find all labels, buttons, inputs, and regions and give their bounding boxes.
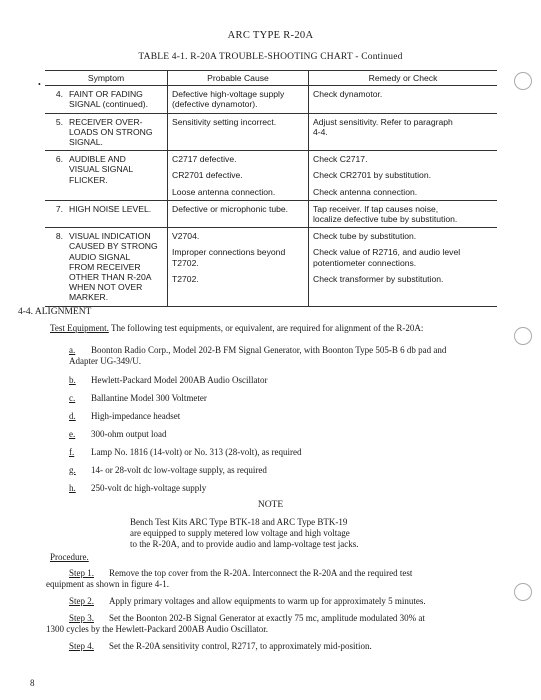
item-text: 300-ohm output load xyxy=(91,429,167,439)
item-text: Hewlett-Packard Model 200AB Audio Oscillator xyxy=(91,375,268,385)
symptom-cell xyxy=(65,151,168,201)
table-row xyxy=(45,228,497,306)
column-header-cause: Probable Cause xyxy=(168,71,309,86)
item-letter: c. xyxy=(69,393,76,403)
equipment-item xyxy=(69,465,489,476)
table-row xyxy=(45,86,497,113)
test-equipment-label: Test Equipment. xyxy=(50,323,109,333)
remedy-cell xyxy=(309,113,498,151)
procedure-step xyxy=(69,596,489,607)
row-number: 4. xyxy=(45,86,65,113)
step-label: Step 4. xyxy=(69,641,95,651)
test-equipment-text: The following test equipments, or equivalent, are required for alignment of the R-20A: xyxy=(108,323,424,333)
remedy-line: Check antenna connection. xyxy=(313,186,418,197)
cause-cell xyxy=(168,200,309,227)
row-number: 7. xyxy=(45,200,65,227)
remedy-line: Check dynamotor. xyxy=(313,89,383,100)
item-text: Boonton Radio Corp., Model 202-B FM Signal Generator, with Boonton Type 505-B 6 db pad and xyxy=(91,345,447,355)
equipment-item xyxy=(69,447,489,458)
procedure-step xyxy=(46,613,489,635)
table-row xyxy=(45,113,497,151)
remedy-cell xyxy=(309,151,498,201)
remedy-line: Check tube by substitution. xyxy=(313,231,417,242)
remedy-line: Adjust sensitivity. Refer to paragraph xyxy=(313,116,453,127)
equipment-item xyxy=(69,429,489,440)
cause-line: Improper connections beyond xyxy=(172,247,286,258)
cause-line: V2704. xyxy=(172,231,200,242)
cause-line: Loose antenna connection. xyxy=(172,186,276,197)
step-text: Remove the top cover from the R-20A. Interconnect the R-20A and the required test xyxy=(109,568,413,578)
remedy-line: Check CR2701 by substitution. xyxy=(313,170,431,181)
remedy-line: potentiometer connections. xyxy=(313,257,417,268)
symptom-line: MARKER. xyxy=(69,292,109,303)
remedy-line: localize defective tube by substitution. xyxy=(313,214,458,225)
symptom-cell xyxy=(65,228,168,306)
remedy-cell xyxy=(309,200,498,227)
symptom-cell xyxy=(65,200,168,227)
symptom-line: VISUAL SIGNAL xyxy=(69,164,134,175)
note-line: are equipped to supply metered low voltage and high voltage xyxy=(130,528,350,538)
symptom-line: WHEN NOT OVER xyxy=(69,282,143,293)
symptom-line: VISUAL INDICATION xyxy=(69,231,151,242)
row-number: 5. xyxy=(45,113,65,151)
item-letter: h. xyxy=(69,483,76,493)
remedy-line: Check transformer by substitution. xyxy=(313,273,444,284)
cause-line: Sensitivity setting incorrect. xyxy=(172,116,277,127)
symptom-line: OTHER THAN R-20A xyxy=(69,272,152,283)
item-letter: g. xyxy=(69,465,76,475)
symptom-line: SIGNAL. xyxy=(69,137,103,148)
equipment-item xyxy=(69,483,489,494)
step-text: 1300 cycles by the Hewlett-Packard 200AB Audio Oscillator. xyxy=(46,624,268,634)
cause-cell xyxy=(168,113,309,151)
table-row xyxy=(45,151,497,201)
margin-dot: • xyxy=(38,80,41,89)
test-equipment-paragraph xyxy=(50,323,520,334)
punch-hole xyxy=(514,583,532,601)
cause-line: Defective high-voltage supply xyxy=(172,89,285,100)
cause-cell xyxy=(168,86,309,113)
cause-line: T2702. xyxy=(172,257,199,268)
equipment-item xyxy=(69,375,489,386)
symptom-line: SIGNAL (continued). xyxy=(69,99,148,110)
symptom-cell xyxy=(65,113,168,151)
item-text: Ballantine Model 300 Voltmeter xyxy=(91,393,207,403)
equipment-item xyxy=(69,411,489,422)
procedure-label: Procedure. xyxy=(50,552,89,562)
remedy-line: 4-4. xyxy=(313,126,328,137)
cause-line: (defective dynamotor). xyxy=(172,99,258,110)
item-text: Lamp No. 1816 (14-volt) or No. 313 (28-volt), as required xyxy=(91,447,302,457)
equipment-item xyxy=(69,345,489,367)
step-text: Apply primary voltages and allow equipments to warm up for approximately 5 minutes. xyxy=(109,596,426,606)
procedure-step xyxy=(69,641,489,652)
troubleshooting-table xyxy=(45,70,497,307)
procedure-step xyxy=(46,568,489,590)
cause-line: Defective or microphonic tube. xyxy=(172,203,289,214)
symptom-line: CAUSED BY STRONG xyxy=(69,241,158,252)
column-header-symptom: Symptom xyxy=(45,71,168,86)
item-letter: a. xyxy=(69,345,76,355)
symptom-line: RECEIVER OVER- xyxy=(69,116,143,127)
item-letter: f. xyxy=(69,447,75,457)
item-letter: d. xyxy=(69,411,76,421)
step-text: Set the R-20A sensitivity control, R2717, to approximately mid-position. xyxy=(109,641,372,651)
remedy-line: Check value of R2716, and audio level xyxy=(313,247,461,258)
row-number: 8. xyxy=(45,228,65,306)
step-text: Set the Boonton 202-B Signal Generator at exactly 75 mc, amplitude modulated 30% at xyxy=(109,613,425,623)
note-line: to the R-20A, and to provide audio and lamp-voltage test jacks. xyxy=(130,539,359,549)
cause-line: C2717 defective. xyxy=(172,154,237,165)
step-label: Step 3. xyxy=(69,613,95,623)
step-text: equipment as shown in figure 4-1. xyxy=(46,579,169,589)
cause-cell xyxy=(168,151,309,201)
equipment-item xyxy=(69,393,489,404)
symptom-line: FAINT OR FADING xyxy=(69,89,143,100)
symptom-line: FLICKER. xyxy=(69,174,108,185)
cause-line: CR2701 defective. xyxy=(172,170,243,181)
remedy-cell xyxy=(309,86,498,113)
table-caption: TABLE 4-1. R-20A TROUBLE-SHOOTING CHART - Continued xyxy=(138,52,403,62)
note-title: NOTE xyxy=(257,500,284,510)
cause-line: T2702. xyxy=(172,273,199,284)
remedy-line: Check C2717. xyxy=(313,154,368,165)
item-text: Adapter UG-349/U. xyxy=(69,356,141,366)
punch-hole xyxy=(514,72,532,90)
symptom-line: FROM RECEIVER xyxy=(69,261,141,272)
page-title: ARC TYPE R-20A xyxy=(227,30,314,41)
note-body xyxy=(130,517,430,550)
symptom-line: LOADS ON STRONG xyxy=(69,126,153,137)
row-number: 6. xyxy=(45,151,65,201)
item-letter: e. xyxy=(69,429,76,439)
table-row xyxy=(45,200,497,227)
remedy-line: Tap receiver. If tap causes noise, xyxy=(313,203,439,214)
page-number: 8 xyxy=(30,678,35,688)
section-heading: 4-4. ALIGNMENT xyxy=(18,307,92,317)
item-letter: b. xyxy=(69,375,76,385)
symptom-line: AUDIBLE AND xyxy=(69,154,126,165)
note-line: Bench Test Kits ARC Type BTK-18 and ARC Type BTK-19 xyxy=(130,517,348,527)
symptom-line: AUDIO SIGNAL xyxy=(69,251,131,262)
item-text: High-impedance headset xyxy=(91,411,181,421)
step-label: Step 2. xyxy=(69,596,95,606)
symptom-cell xyxy=(65,86,168,113)
cause-cell xyxy=(168,228,309,306)
remedy-cell xyxy=(309,228,498,306)
symptom-line: HIGH NOISE LEVEL. xyxy=(69,203,152,214)
item-text: 14- or 28-volt dc low-voltage supply, as required xyxy=(91,465,267,475)
step-label: Step 1. xyxy=(69,568,95,578)
table-header-row xyxy=(45,71,497,86)
column-header-remedy: Remedy or Check xyxy=(309,71,498,86)
item-text: 250-volt dc high-voltage supply xyxy=(91,483,207,493)
